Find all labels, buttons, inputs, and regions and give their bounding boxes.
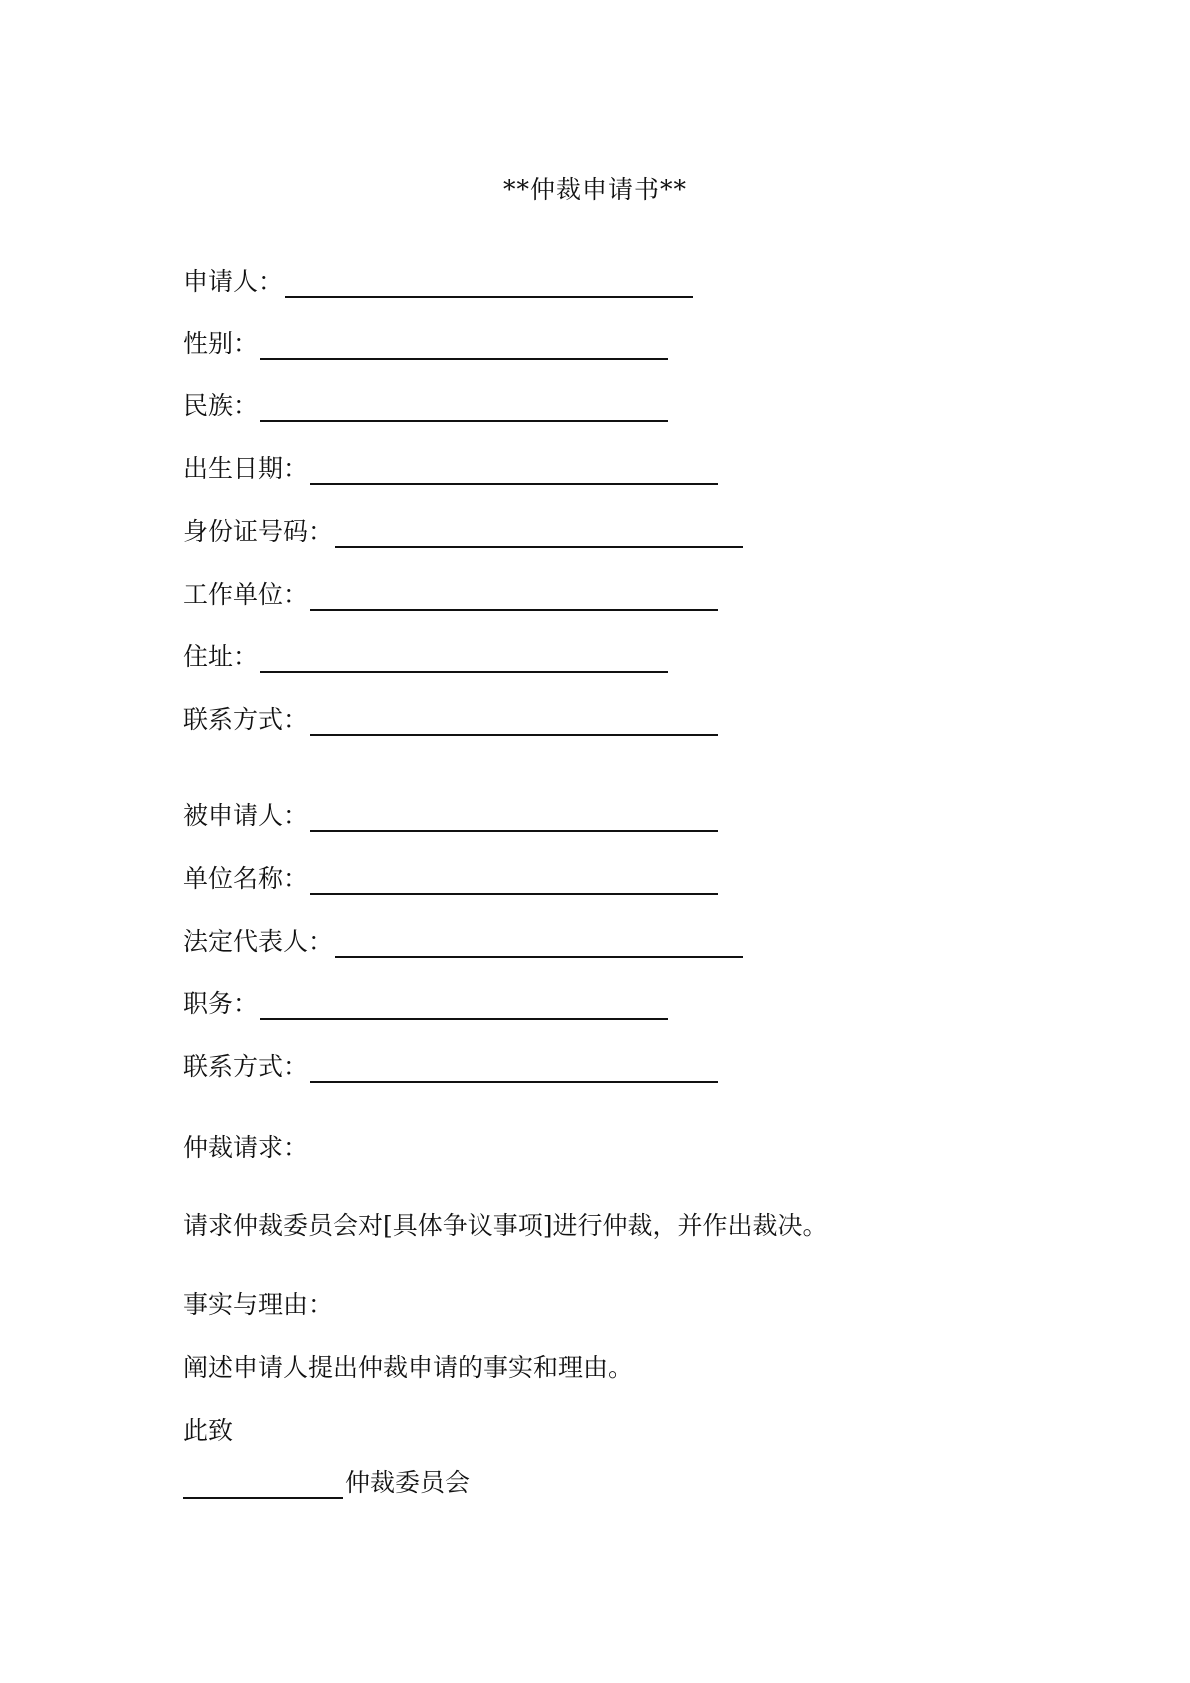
respondent-legal-rep-label: 法定代表人： (183, 927, 334, 956)
respondent-name-field (183, 792, 718, 832)
applicant-address-field (183, 633, 668, 673)
claims-body: 请求仲裁委员会对[具体争议事项]进行仲裁，并作出裁决。 (183, 1211, 828, 1240)
facts-heading: 事实与理由： (183, 1290, 334, 1319)
applicant-ethnicity-blank[interactable] (260, 390, 668, 422)
applicant-ethnicity-field (183, 382, 668, 422)
applicant-employer-field (183, 571, 718, 611)
respondent-unit-name-label: 单位名称： (183, 864, 309, 893)
applicant-id-number-label: 身份证号码： (183, 517, 334, 546)
recipient-suffix: 仲裁委员会 (345, 1468, 471, 1497)
applicant-employer-label: 工作单位： (183, 580, 309, 609)
applicant-address-blank[interactable] (260, 641, 668, 673)
applicant-name-label: 申请人： (183, 267, 284, 296)
applicant-gender-label: 性别： (183, 329, 259, 358)
respondent-legal-rep-blank[interactable] (335, 926, 743, 958)
applicant-ethnicity-label: 民族： (183, 391, 259, 420)
respondent-name-blank[interactable] (310, 800, 718, 832)
document-title: **仲裁申请书** (502, 175, 687, 204)
respondent-contact-label: 联系方式： (183, 1052, 309, 1081)
applicant-contact-field (183, 696, 718, 736)
applicant-name-blank[interactable] (285, 266, 693, 298)
applicant-gender-field (183, 320, 668, 360)
facts-body: 阐述申请人提出仲裁申请的事实和理由。 (183, 1353, 634, 1382)
respondent-unit-name-field (183, 855, 718, 895)
respondent-contact-blank[interactable] (310, 1051, 718, 1083)
respondent-position-field (183, 980, 668, 1020)
claims-heading: 仲裁请求： (183, 1133, 309, 1162)
applicant-id-number-field (183, 508, 743, 548)
respondent-position-blank[interactable] (260, 988, 668, 1020)
applicant-birthdate-field (183, 445, 718, 485)
recipient-name-blank[interactable] (183, 1469, 343, 1499)
applicant-contact-label: 联系方式： (183, 705, 309, 734)
respondent-legal-rep-field (183, 918, 743, 958)
applicant-employer-blank[interactable] (310, 579, 718, 611)
respondent-name-label: 被申请人： (183, 801, 309, 830)
applicant-name-field (183, 258, 693, 298)
applicant-contact-blank[interactable] (310, 704, 718, 736)
applicant-address-label: 住址： (183, 642, 259, 671)
applicant-gender-blank[interactable] (260, 328, 668, 360)
respondent-contact-field (183, 1043, 718, 1083)
applicant-id-number-blank[interactable] (335, 516, 743, 548)
applicant-birthdate-blank[interactable] (310, 453, 718, 485)
closing-recipient (183, 1463, 470, 1499)
respondent-unit-name-blank[interactable] (310, 863, 718, 895)
applicant-birthdate-label: 出生日期： (183, 454, 309, 483)
respondent-position-label: 职务： (183, 989, 259, 1018)
closing-salutation: 此致 (183, 1416, 234, 1445)
